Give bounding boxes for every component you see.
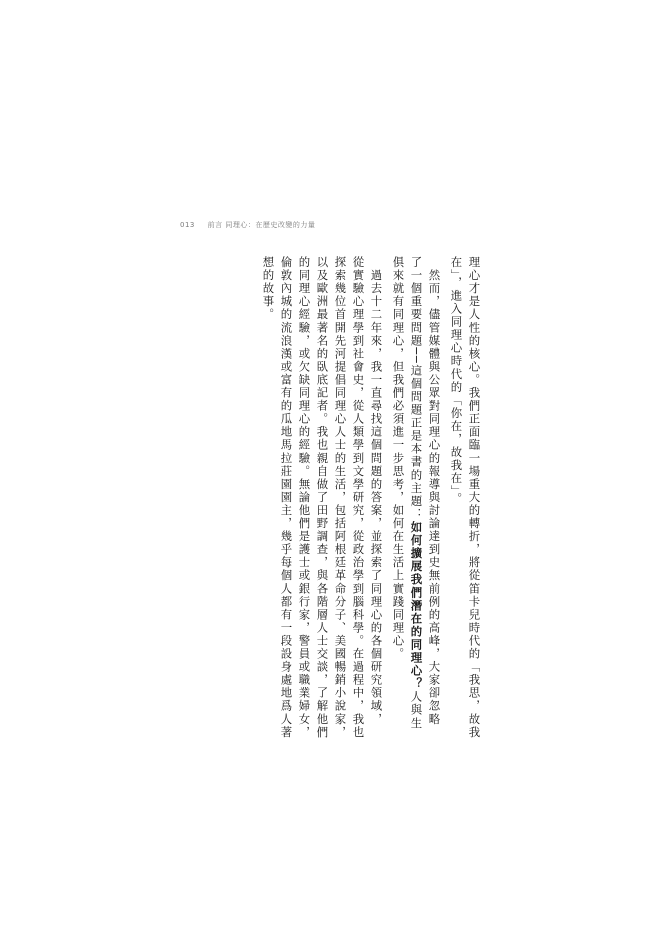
text-column-6: 過去十二年來，我一直尋找這個問題的答案，並探索了同理心的各個研究領域， [369,256,384,726]
text-column-3: 然而，儘管媒體與公眾對同理心的報導與討論達到史無前例的高峰，大家卻忽略 [427,256,442,726]
bold-question: 如何擴展我們潛在的同理心？ [409,520,424,691]
text-column-11: 倫敦內城的流浪漢或富有的瓜地馬拉莊園園主，幾乎每個人都有一段設身處地爲人著 [279,256,294,739]
text-column-10: 的同理心經驗，或欠缺同理心的經驗。無論他們是護士或銀行家，警員或職業婦女， [297,256,312,739]
text-column-12: 想的故事。 [261,256,276,322]
text-column-7: 從實驗心理學到社會史，從人類學到文學研究，從政治學到腦科學。在過程中，我也 [351,256,366,739]
page-number: 013 [180,221,195,229]
text-column-8: 探索幾位首開先河提倡同理心人士的生活，包括阿根廷革命分子、美國暢銷小說家， [333,256,348,739]
text-column-4 [409,256,424,730]
running-header [180,220,315,230]
text-column-2: 在」，進入同理心時代的「你在，故我在」。 [449,256,464,506]
column-4-text: 了一個重要問題──這個問題正是本書的主題： [409,256,424,521]
text-column-1: 理心才是人性的核心。我們正面臨一場重大的轉折，將從笛卡兒時代的「我思，故我 [467,256,482,739]
text-column-5: 俱來就有同理心，但我們必須進一步思考，如何在生活上實踐同理心。 [391,256,406,661]
running-title: 前言 同理心：在歷史改變的力量 [207,221,316,229]
text-column-9: 以及歐洲最著名的臥底記者。我也親自做了田野調查，與各階層人士交談，了解他們 [315,256,330,739]
column-4-tail: 人與生 [409,690,424,730]
